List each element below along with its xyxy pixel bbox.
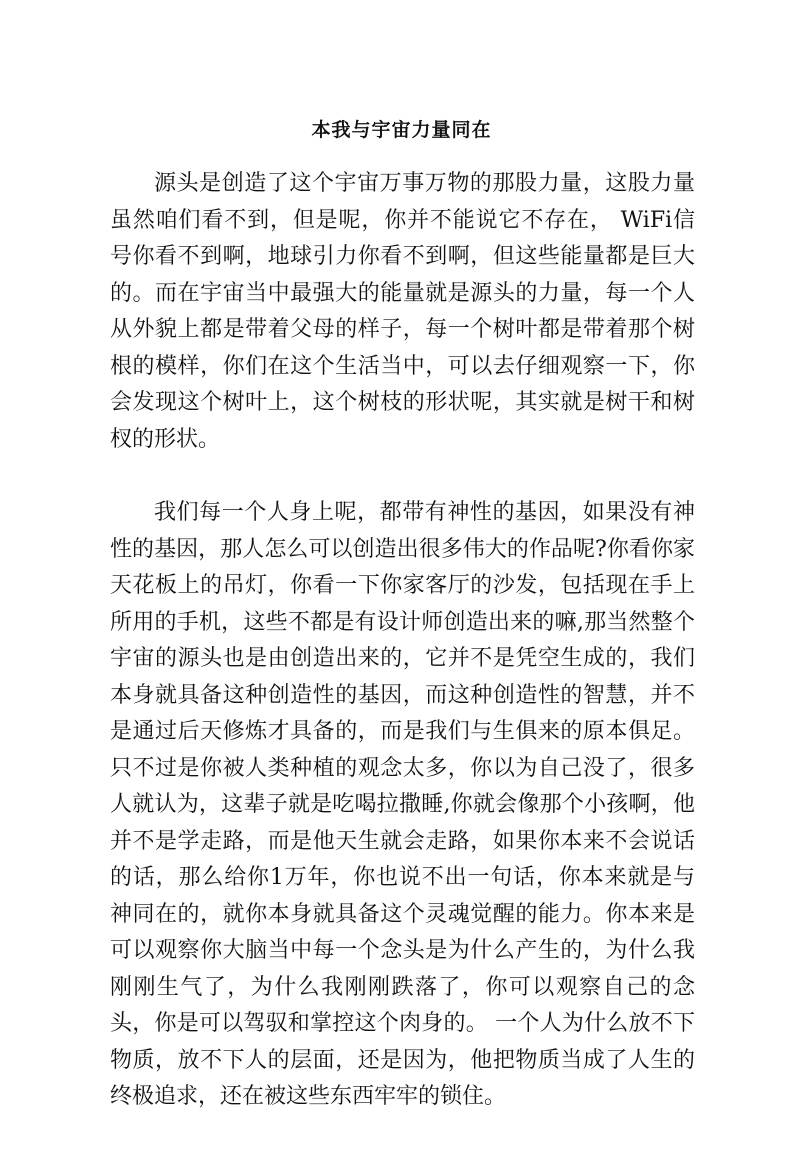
document-body <box>110 166 695 1116</box>
document-title: 本我与宇宙力量同在 <box>311 119 492 141</box>
paragraph-2: 我们每一个人身上呢，都带有神性的基因，如果没有神性的基因，那人怎么可以创造出很多伟大的作品呢?你看你家天花板上的吊灯，你看一下你家客厅的沙发，包括现在手上所用的手机，这些不都是有设计师创造出来的嘛,那当然整个宇宙的源头也是由创造出来的，它并不是凭空生成的，我们本身就具备这种创造性的基因，而这种创造性的智慧，并不是通过后天修炼才具备的，而是我们与生俱来的原本俱足。只不过是你被人类种植的观念太多，你以为自己没了，很多人就认为，这辈子就是吃喝拉撒睡,你就会像那个小孩啊，他并不是学走路，而是他天生就会走路，如果你本来不会说话的话，那么给你1万年，你也说不出一句话，你本来就是与神同在的，就你本身就具备这个灵魂觉醒的能力。你本来是可以观察你大脑当中每一个念头是为什么产生的，为什么我刚刚生气了，为什么我刚刚跌落了，你可以观察自己的念头，你是可以驾驭和掌控这个肉身的。 一个人为什么放不下物质，放不下人的层面，还是因为，他把物质当成了人生的终极追求，还在被这些东西牢牢的锁住。 <box>110 500 695 1109</box>
paragraph-1: 源头是创造了这个宇宙万事万物的那股力量，这股力量虽然咱们看不到，但是呢，你并不能说它不存在， WiFi信号你看不到啊，地球引力你看不到啊，但这些能量都是巨大的。而在宇宙当中最强大的能量就是源头的力量，每一个人从外貌上都是带着父母的样子，每一个树叶都是带着那个树根的模样，你们在这个生活当中，可以去仔细观察一下，你会发现这个树叶上，这个树枝的形状呢，其实就是树干和树杈的形状。 <box>110 171 695 452</box>
